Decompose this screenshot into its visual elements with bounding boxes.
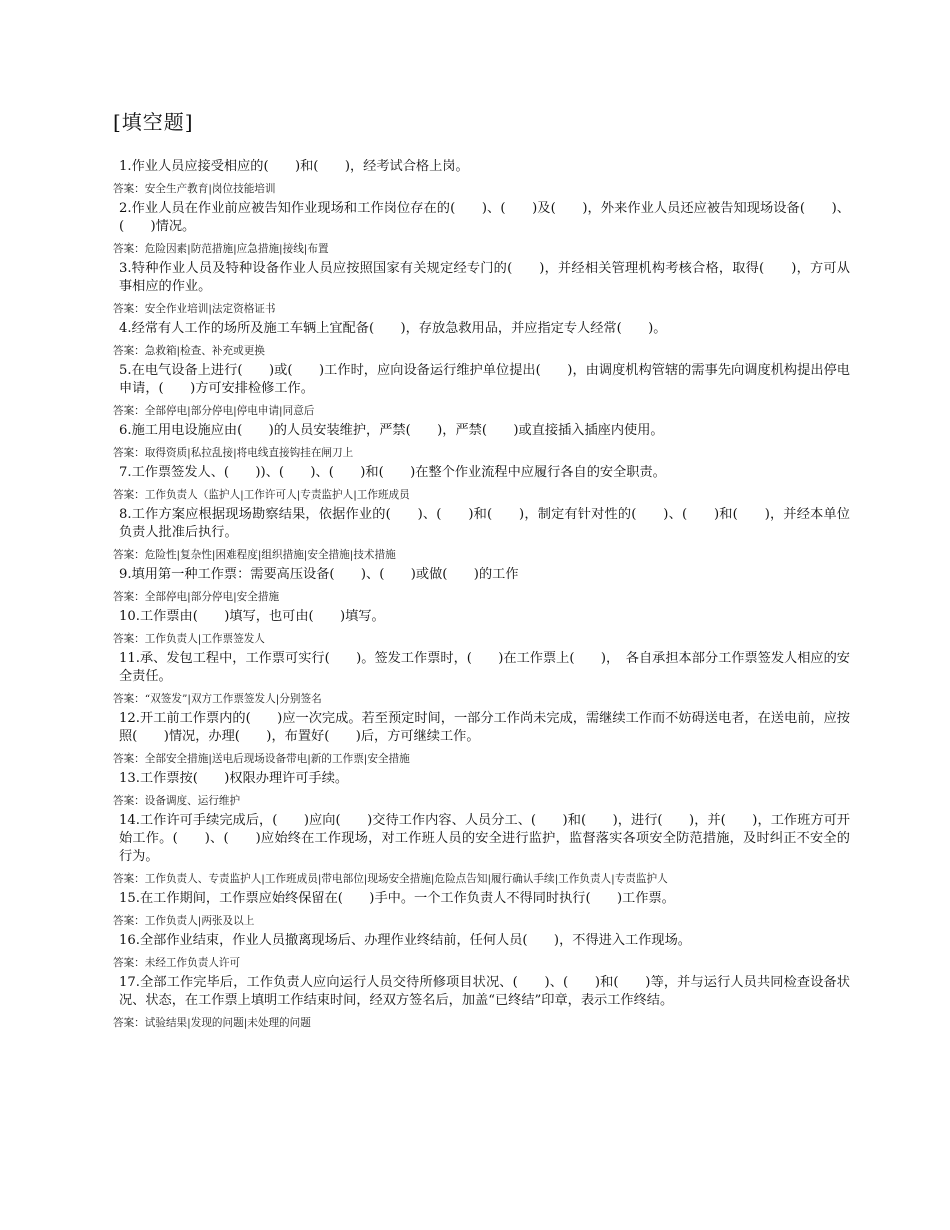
question-block (113, 566, 850, 604)
question-text: 5.在电气设备上进行( )或( )工作时，应向设备运行维护单位提出( )，由调度机构管辖的需事先向调度机构提出停电申请，( )方可安排检修工作。 (119, 363, 850, 396)
answer-label: 答案： (113, 1017, 145, 1029)
answer-label: 答案： (113, 345, 145, 357)
question-text: 12.开工前工作票内的( )应一次完成。若至预定时间，一部分工作尚未完成，需继续工作而不妨碍送电者，在送电前，应按照( )情况，办理( )，布置好( )后，方可继续工作。 (119, 711, 850, 744)
answer-label: 答案： (113, 549, 145, 561)
question-block (113, 362, 850, 418)
answer-line (113, 302, 850, 316)
answer-label: 答案： (113, 591, 145, 603)
question-block (113, 932, 850, 970)
answer-line (113, 632, 850, 646)
answer-line (113, 242, 850, 256)
question-block (113, 422, 850, 460)
answer-line (113, 488, 850, 502)
question-block (113, 890, 850, 928)
question-block (113, 812, 850, 886)
answer-text: 工作负责人（监护人|工作许可人|专责监护人|工作班成员 (144, 489, 410, 501)
question-text: 8.工作方案应根据现场勘察结果，依据作业的( )、( )和( )，制定有针对性的( )、( )和( )，并经本单位负责人批准后执行。 (119, 507, 850, 540)
question-text: 1.作业人员应接受相应的( )和( )，经考试合格上岗。 (119, 159, 469, 174)
answer-line (113, 1016, 850, 1030)
answer-text: 工作负责人|工作票签发人 (144, 633, 265, 645)
question-block (113, 974, 850, 1030)
answer-line (113, 956, 850, 970)
question-text: 15.在工作期间，工作票应始终保留在( )手中。一个工作负责人不得同时执行( )工作票。 (119, 891, 675, 906)
answer-label: 答案： (113, 957, 145, 969)
answer-text: “双签发”|双方工作票签发人|分别签名 (144, 693, 322, 705)
question-text: 9.填用第一种工作票：需要高压设备( )、( )或做( )的工作 (119, 567, 519, 582)
answer-label: 答案： (113, 633, 145, 645)
answer-text: 全部安全措施|送电后现场设备带电|新的工作票|安全措施 (144, 753, 410, 765)
question-text: 17.全部工作完毕后，工作负责人应向运行人员交待所修项目状况、( )、( )和( )等，并与运行人员共同检查设备状况、状态，在工作票上填明工作结束时间，经双方签名后，加盖“已终结”印章，表示工作终结。 (119, 975, 850, 1008)
answer-label: 答案： (113, 873, 145, 885)
question-text: 7.工作票签发人、( ))、( )、( )和( )在整个作业流程中应履行各自的安全职责。 (119, 465, 666, 480)
answer-label: 答案： (113, 405, 145, 417)
question-block (113, 710, 850, 766)
answer-text: 全部停电|部分停电|停电申请|同意后 (144, 405, 315, 417)
answer-line (113, 344, 850, 358)
answer-text: 工作负责人、专责监护人|工作班成员|带电部位|现场安全措施|危险点告知|履行确认手续|工作负责人|专责监护人 (144, 873, 668, 885)
answer-line (113, 404, 850, 418)
question-block (113, 770, 850, 808)
answer-text: 未经工作负责人许可 (144, 957, 241, 969)
section-title: [填空题] (113, 110, 194, 134)
question-text: 13.工作票按( )权限办理许可手续。 (119, 771, 349, 786)
answer-text: 危险因素|防范措施|应急措施|接线|布置 (144, 243, 329, 255)
answer-line (113, 752, 850, 766)
answer-label: 答案： (113, 795, 145, 807)
answer-text: 设备调度、运行维护 (144, 795, 241, 807)
question-text: 6.施工用电设施应由( )的人员安装维护，严禁( )，严禁( )或直接插入插座内使用。 (119, 423, 664, 438)
answer-line (113, 548, 850, 562)
question-block (113, 650, 850, 706)
answer-line (113, 872, 850, 886)
question-list (113, 158, 850, 1030)
answer-label: 答案： (113, 915, 145, 927)
question-text: 10.工作票由( )填写，也可由( )填写。 (119, 609, 385, 624)
answer-label: 答案： (113, 489, 145, 501)
question-text: 4.经常有人工作的场所及施工车辆上宜配备( )，存放急救用品，并应指定专人经常( )。 (119, 321, 667, 336)
answer-label: 答案： (113, 183, 145, 195)
answer-line (113, 446, 850, 460)
answer-text: 试验结果|发现的问题|未处理的问题 (144, 1017, 311, 1029)
answer-label: 答案： (113, 243, 145, 255)
answer-line (113, 182, 850, 196)
answer-line (113, 794, 850, 808)
question-block (113, 608, 850, 646)
answer-text: 安全生产教育|岗位技能培训 (144, 183, 276, 195)
question-block (113, 320, 850, 358)
question-block (113, 260, 850, 316)
question-block (113, 464, 850, 502)
question-block (113, 158, 850, 196)
answer-text: 安全作业培训|法定资格证书 (144, 303, 276, 315)
answer-label: 答案： (113, 303, 145, 315)
answer-line (113, 692, 850, 706)
question-block (113, 200, 850, 256)
answer-text: 取得资质|私拉乱接|将电线直接钩挂在闸刀上 (144, 447, 354, 459)
answer-text: 急救箱|检查、补充或更换 (144, 345, 265, 357)
question-block (113, 506, 850, 562)
answer-label: 答案： (113, 693, 145, 705)
answer-label: 答案： (113, 753, 145, 765)
answer-line (113, 590, 850, 604)
answer-label: 答案： (113, 447, 145, 459)
answer-text: 全部停电|部分停电|安全措施 (144, 591, 280, 603)
answer-text: 危险性|复杂性|困难程度|组织措施|安全措施|技术措施 (144, 549, 396, 561)
question-text: 16.全部作业结束，作业人员撤离现场后、办理作业终结前，任何人员( )，不得进入工作现场。 (119, 933, 691, 948)
question-text: 2.作业人员在作业前应被告知作业现场和工作岗位存在的( )、( )及( )，外来作业人员还应被告知现场设备( )、( )情况。 (119, 201, 850, 234)
answer-text: 工作负责人|两张及以上 (144, 915, 255, 927)
question-text: 3.特种作业人员及特种设备作业人员应按照国家有关规定经专门的( )，并经相关管理机构考核合格，取得( )，方可从事相应的作业。 (119, 261, 850, 294)
answer-line (113, 914, 850, 928)
question-text: 14.工作许可手续完成后，( )应向( )交待工作内容、人员分工、( )和( )，进行( )，并( )，工作班方可开始工作。( )、( )应始终在工作现场，对工作班人员的安全进行监护，监督落实各项安全防范措施，及时纠正不安全的行为。 (119, 813, 850, 864)
question-text: 11.承、发包工程中，工作票可实行( )。签发工作票时，( )在工作票上( )， 各自承担本部分工作票签发人相应的安全责任。 (119, 651, 850, 684)
